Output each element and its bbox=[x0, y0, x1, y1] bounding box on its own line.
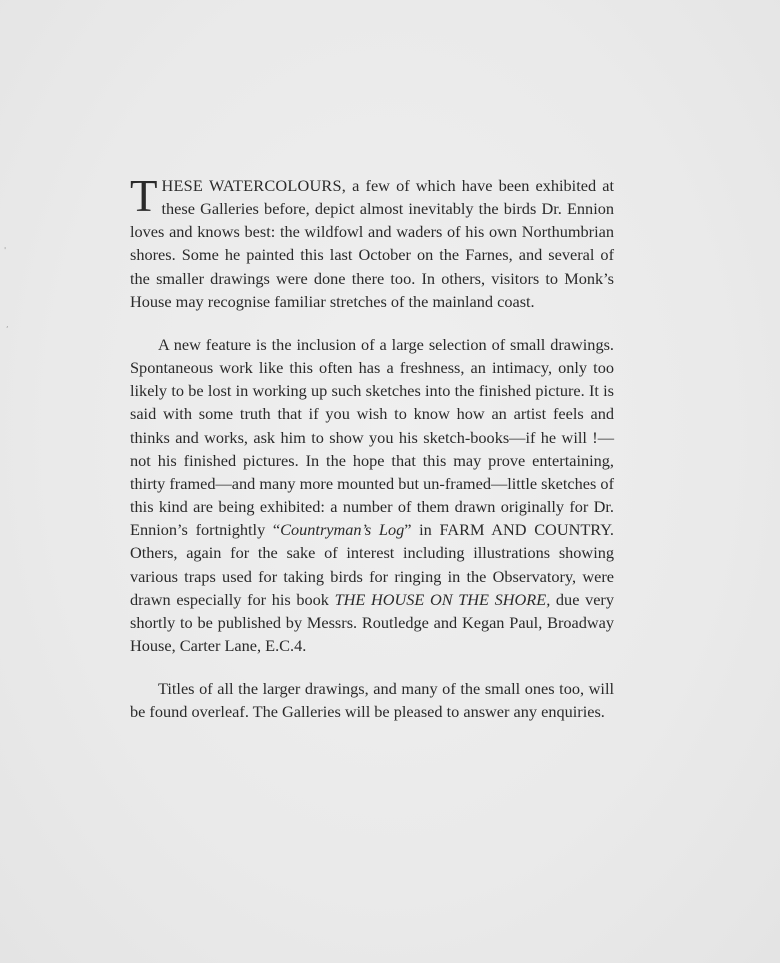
book-title: THE HOUSE ON THE SHORE, bbox=[334, 589, 551, 609]
titles-text: Titles of all the larger drawings, and many of the small ones too, will be found overleaf. The Galleries will be pleased to answer any enquiries. bbox=[130, 679, 614, 722]
paragraph-gap bbox=[130, 657, 614, 677]
paper-speck: , bbox=[6, 320, 9, 329]
paragraph-gap bbox=[130, 313, 614, 333]
paragraph-new-feature bbox=[130, 333, 614, 657]
intro-text: a few of which have been exhibited at these Galleries before, depict almost inevitably the birds Dr. Ennion loves and knows best: the wildfowl and waders of his own Northumbrian shores. Some he painted this last October on the Farnes, and several of the smaller drawings were done there too. In others, visitors to Monk’s House may recognise familiar stretches of the mainland coast. bbox=[130, 176, 615, 311]
drop-cap: T bbox=[130, 171, 158, 221]
feature-text-c: due very shortly to be published by Messrs. Routledge and Kegan Paul, Broadway House, Carter Lane, E.C.4. bbox=[130, 589, 614, 655]
countrymans-log-title: Countryman’s Log bbox=[280, 520, 405, 540]
feature-text-a: A new feature is the inclusion of a large selection of small drawings. Spontaneous work like this often has a freshness, an intimacy, only too likely to be lost in working up such sketches into the finished picture. It is said with some truth that if you wish to know how an artist feels and thinks and works, ask him to show you his sketch-books—if he will !—not his finished pictures. In the hope that this may prove entertaining, thirty framed—and many more mounted but un-framed—little sketches of this kind are being exhibited: a number of them drawn originally for Dr. Ennion’s fortnightly “ bbox=[130, 334, 614, 540]
paper-speck: ' bbox=[4, 246, 7, 255]
paragraph-titles bbox=[130, 677, 614, 723]
intro-lead-caps: HESE WATERCOLOURS, bbox=[161, 176, 346, 195]
paragraph-intro bbox=[130, 171, 615, 313]
document-body bbox=[130, 171, 615, 723]
feature-text-b: ” in FARM AND COUNTRY. Others, again for the sake of interest including illustrations showing various traps used for taking birds for ringing in the Observatory, were drawn especially for his book bbox=[130, 520, 614, 609]
